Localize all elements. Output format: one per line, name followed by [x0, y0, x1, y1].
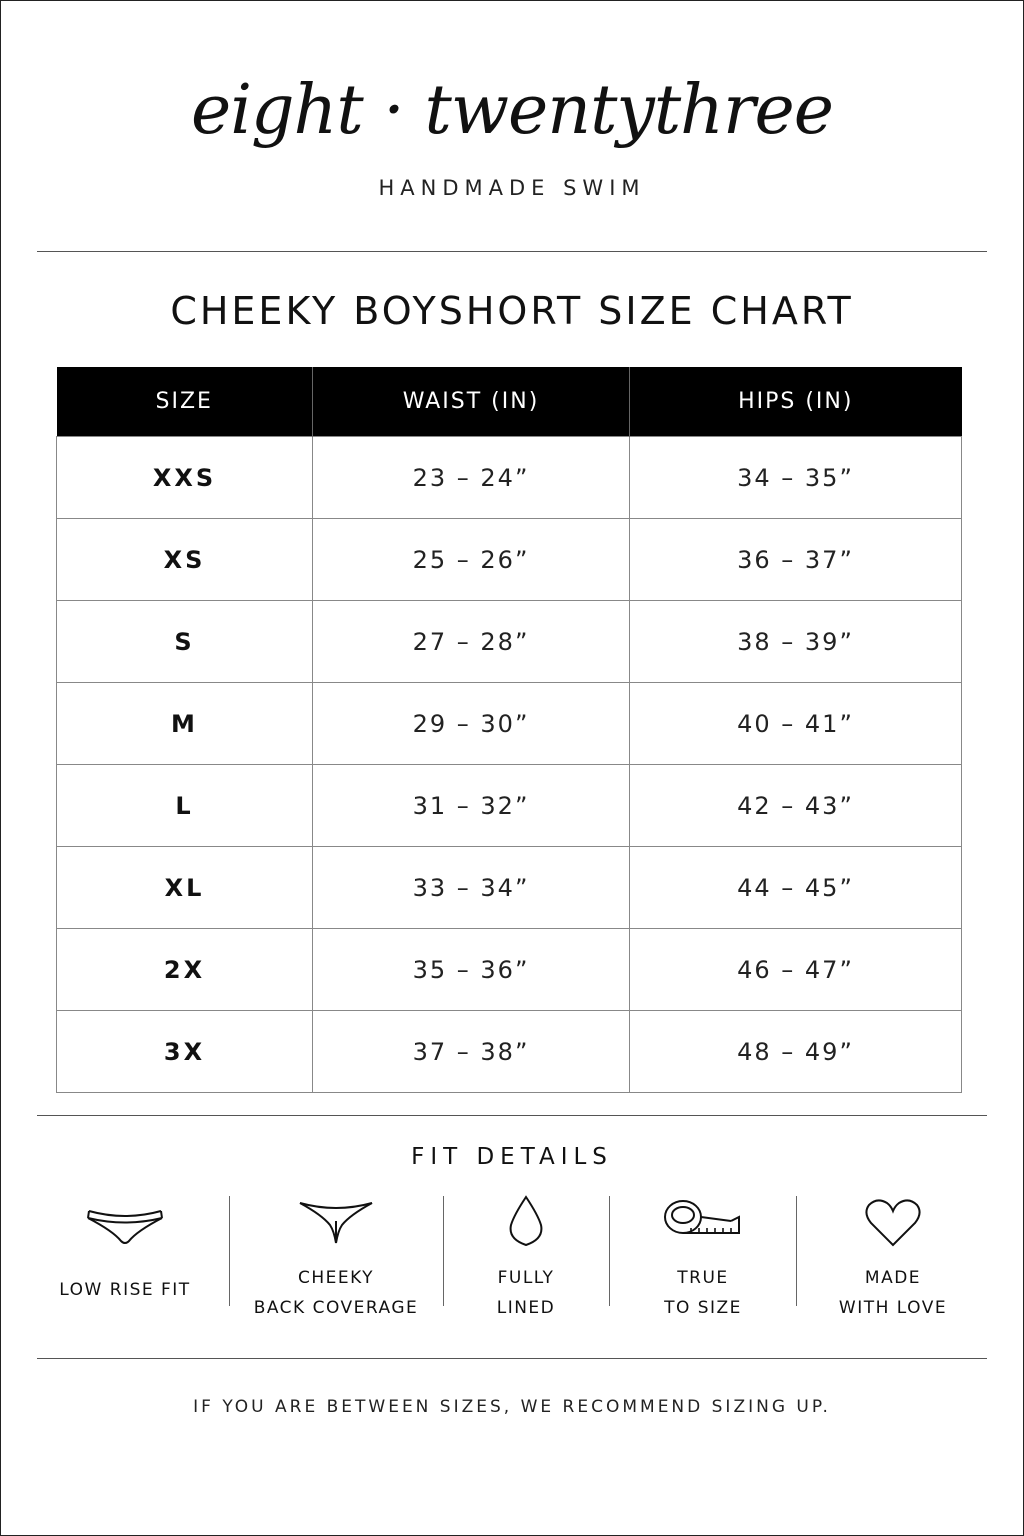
sizing-note: IF YOU ARE BETWEEN SIZES, WE RECOMMEND SIZING UP.	[193, 1397, 831, 1417]
hips-cell: 34 – 35”	[630, 437, 962, 519]
size-table	[56, 367, 962, 1093]
fit-label-line2: TO SIZE	[664, 1298, 742, 1318]
brand-tagline: HANDMADE SWIM	[378, 176, 646, 200]
table-row	[57, 765, 962, 847]
cheeky-thong-icon	[294, 1191, 378, 1251]
heart-icon	[851, 1191, 935, 1251]
fit-label-line2: LINED	[496, 1298, 556, 1318]
fit-divider	[609, 1196, 610, 1306]
header-hips: HIPS (IN)	[630, 367, 962, 437]
table-row	[57, 519, 962, 601]
divider-middle	[37, 1115, 987, 1116]
fit-label-line2: WITH LOVE	[838, 1298, 948, 1318]
size-cell: S	[57, 601, 313, 683]
fit-label-line1: MADE	[864, 1268, 922, 1288]
fit-divider	[229, 1196, 230, 1306]
low-rise-briefs-icon	[83, 1191, 167, 1251]
fit-divider	[443, 1196, 444, 1306]
chart-title: CHEEKY BOYSHORT SIZE CHART	[170, 289, 854, 333]
table-row	[57, 683, 962, 765]
size-cell: XL	[57, 847, 313, 929]
fit-label-line2: BACK COVERAGE	[253, 1298, 419, 1318]
water-drop-icon	[484, 1191, 568, 1251]
hips-cell: 36 – 37”	[630, 519, 962, 601]
table-header-row	[57, 367, 962, 437]
table-row	[57, 601, 962, 683]
size-cell: 2X	[57, 929, 313, 1011]
size-cell: L	[57, 765, 313, 847]
fit-divider	[796, 1196, 797, 1306]
fit-item-true-to-size	[623, 1191, 783, 1323]
hips-cell: 44 – 45”	[630, 847, 962, 929]
fit-item-made-with-love	[813, 1191, 973, 1323]
header-size: SIZE	[57, 367, 313, 437]
hips-cell: 48 – 49”	[630, 1011, 962, 1093]
size-cell: M	[57, 683, 313, 765]
table-row	[57, 929, 962, 1011]
waist-cell: 31 – 32”	[313, 765, 630, 847]
size-cell: 3X	[57, 1011, 313, 1093]
fit-item-cheeky	[241, 1191, 431, 1323]
fit-item-low-rise	[41, 1191, 209, 1305]
brand-logo: eight · twentythree	[191, 71, 833, 150]
header-waist: WAIST (IN)	[313, 367, 630, 437]
hips-cell: 42 – 43”	[630, 765, 962, 847]
fit-item-lined	[456, 1191, 596, 1323]
size-cell: XS	[57, 519, 313, 601]
hips-cell: 38 – 39”	[630, 601, 962, 683]
fit-label-line1: LOW RISE FIT	[59, 1280, 191, 1300]
fit-label-line1: FULLY	[497, 1268, 555, 1288]
hips-cell: 40 – 41”	[630, 683, 962, 765]
waist-cell: 23 – 24”	[313, 437, 630, 519]
waist-cell: 27 – 28”	[313, 601, 630, 683]
hips-cell: 46 – 47”	[630, 929, 962, 1011]
waist-cell: 37 – 38”	[313, 1011, 630, 1093]
fit-label-line1: TRUE	[677, 1268, 729, 1288]
divider-top	[37, 251, 987, 252]
size-cell: XXS	[57, 437, 313, 519]
table-row	[57, 847, 962, 929]
waist-cell: 35 – 36”	[313, 929, 630, 1011]
table-row	[57, 1011, 962, 1093]
waist-cell: 29 – 30”	[313, 683, 630, 765]
measuring-tape-icon	[661, 1191, 745, 1251]
waist-cell: 33 – 34”	[313, 847, 630, 929]
table-row	[57, 437, 962, 519]
fit-details-title: FIT DETAILS	[411, 1144, 613, 1170]
waist-cell: 25 – 26”	[313, 519, 630, 601]
fit-label-line1: CHEEKY	[297, 1268, 375, 1288]
divider-bottom	[37, 1358, 987, 1359]
